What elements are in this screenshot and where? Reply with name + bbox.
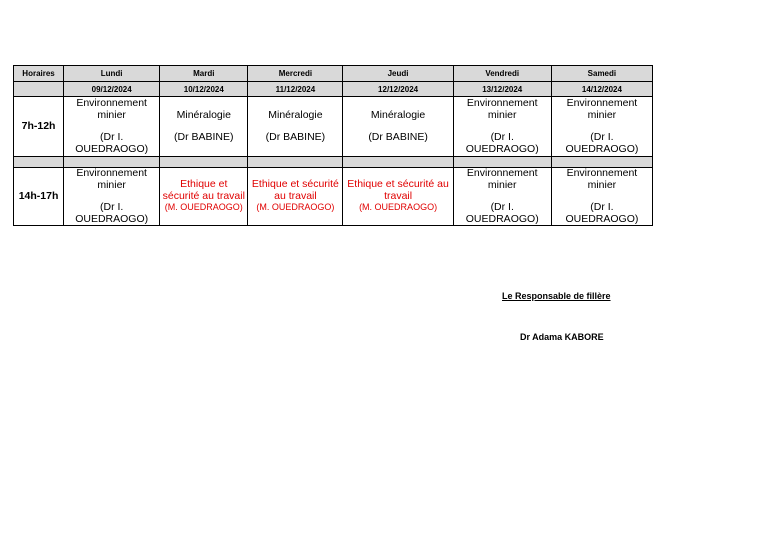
course-name: Ethique et sécurité au travail [251,178,339,202]
separator-cell [160,157,248,168]
time-slot-afternoon: 14h-17h [14,168,64,226]
afternoon-row [14,168,653,226]
teacher-name: (M. OUEDRAOGO) [256,202,335,213]
course-cell [453,97,551,157]
date-cell: 13/12/2024 [453,82,551,97]
date-cell: 12/12/2024 [343,82,453,97]
course-name: Environnement minier [76,167,147,191]
course-name: Environnement minier [76,97,147,121]
time-slot-morning: 7h-12h [14,97,64,157]
separator-cell [248,157,343,168]
date-empty-cell [14,82,64,97]
course-cell [64,97,160,157]
course-name: Environnement minier [566,167,638,191]
date-cell: 09/12/2024 [64,82,160,97]
separator-cell [343,157,453,168]
morning-row [14,97,653,157]
course-cell-highlight [160,168,248,226]
separator-cell [14,157,64,168]
date-cell: 14/12/2024 [551,82,652,97]
teacher-name: (M. OUEDRAOGO) [164,202,243,213]
header-horaires: Horaires [14,66,64,82]
course-name: Environnement minier [466,167,538,191]
course-cell [248,97,343,157]
teacher-name: (Dr I. OUEDRAOGO) [75,201,149,225]
header-day: Mercredi [248,66,343,82]
course-name: Environnement minier [566,97,638,121]
header-day: Jeudi [343,66,453,82]
course-cell [343,97,453,157]
separator-row [14,157,653,168]
course-cell [551,168,652,226]
signature-name: Dr Adama KABORE [520,332,604,342]
course-name: Minéralogie [176,108,231,121]
teacher-name: (Dr I. OUEDRAOGO) [465,201,539,225]
course-cell [64,168,160,226]
separator-cell [551,157,652,168]
teacher-name: (Dr I. OUEDRAOGO) [565,131,639,155]
separator-cell [64,157,160,168]
course-cell-highlight [248,168,343,226]
dates-row [14,82,653,97]
header-day: Samedi [551,66,652,82]
header-day: Mardi [160,66,248,82]
header-row [14,66,653,82]
course-cell [160,97,248,157]
course-cell-highlight [343,168,453,226]
course-cell [551,97,652,157]
course-name: Minéralogie [370,108,426,121]
teacher-name: (Dr I. OUEDRAOGO) [75,131,149,155]
schedule-table [13,65,653,226]
header-day: Lundi [64,66,160,82]
course-name: Ethique et sécurité au travail [162,178,245,202]
teacher-name: (Dr BABINE) [174,131,234,143]
teacher-name: (M. OUEDRAOGO) [359,202,438,213]
header-day: Vendredi [453,66,551,82]
course-name: Minéralogie [268,108,323,121]
teacher-name: (Dr BABINE) [265,131,326,143]
signature-title: Le Responsable de fillère [502,291,611,301]
course-name: Ethique et sécurité au travail [347,178,449,202]
teacher-name: (Dr I. OUEDRAOGO) [565,201,639,225]
date-cell: 11/12/2024 [248,82,343,97]
teacher-name: (Dr BABINE) [368,131,428,143]
date-cell: 10/12/2024 [160,82,248,97]
teacher-name: (Dr I. OUEDRAOGO) [465,131,539,155]
course-name: Environnement minier [466,97,538,121]
separator-cell [453,157,551,168]
course-cell [453,168,551,226]
